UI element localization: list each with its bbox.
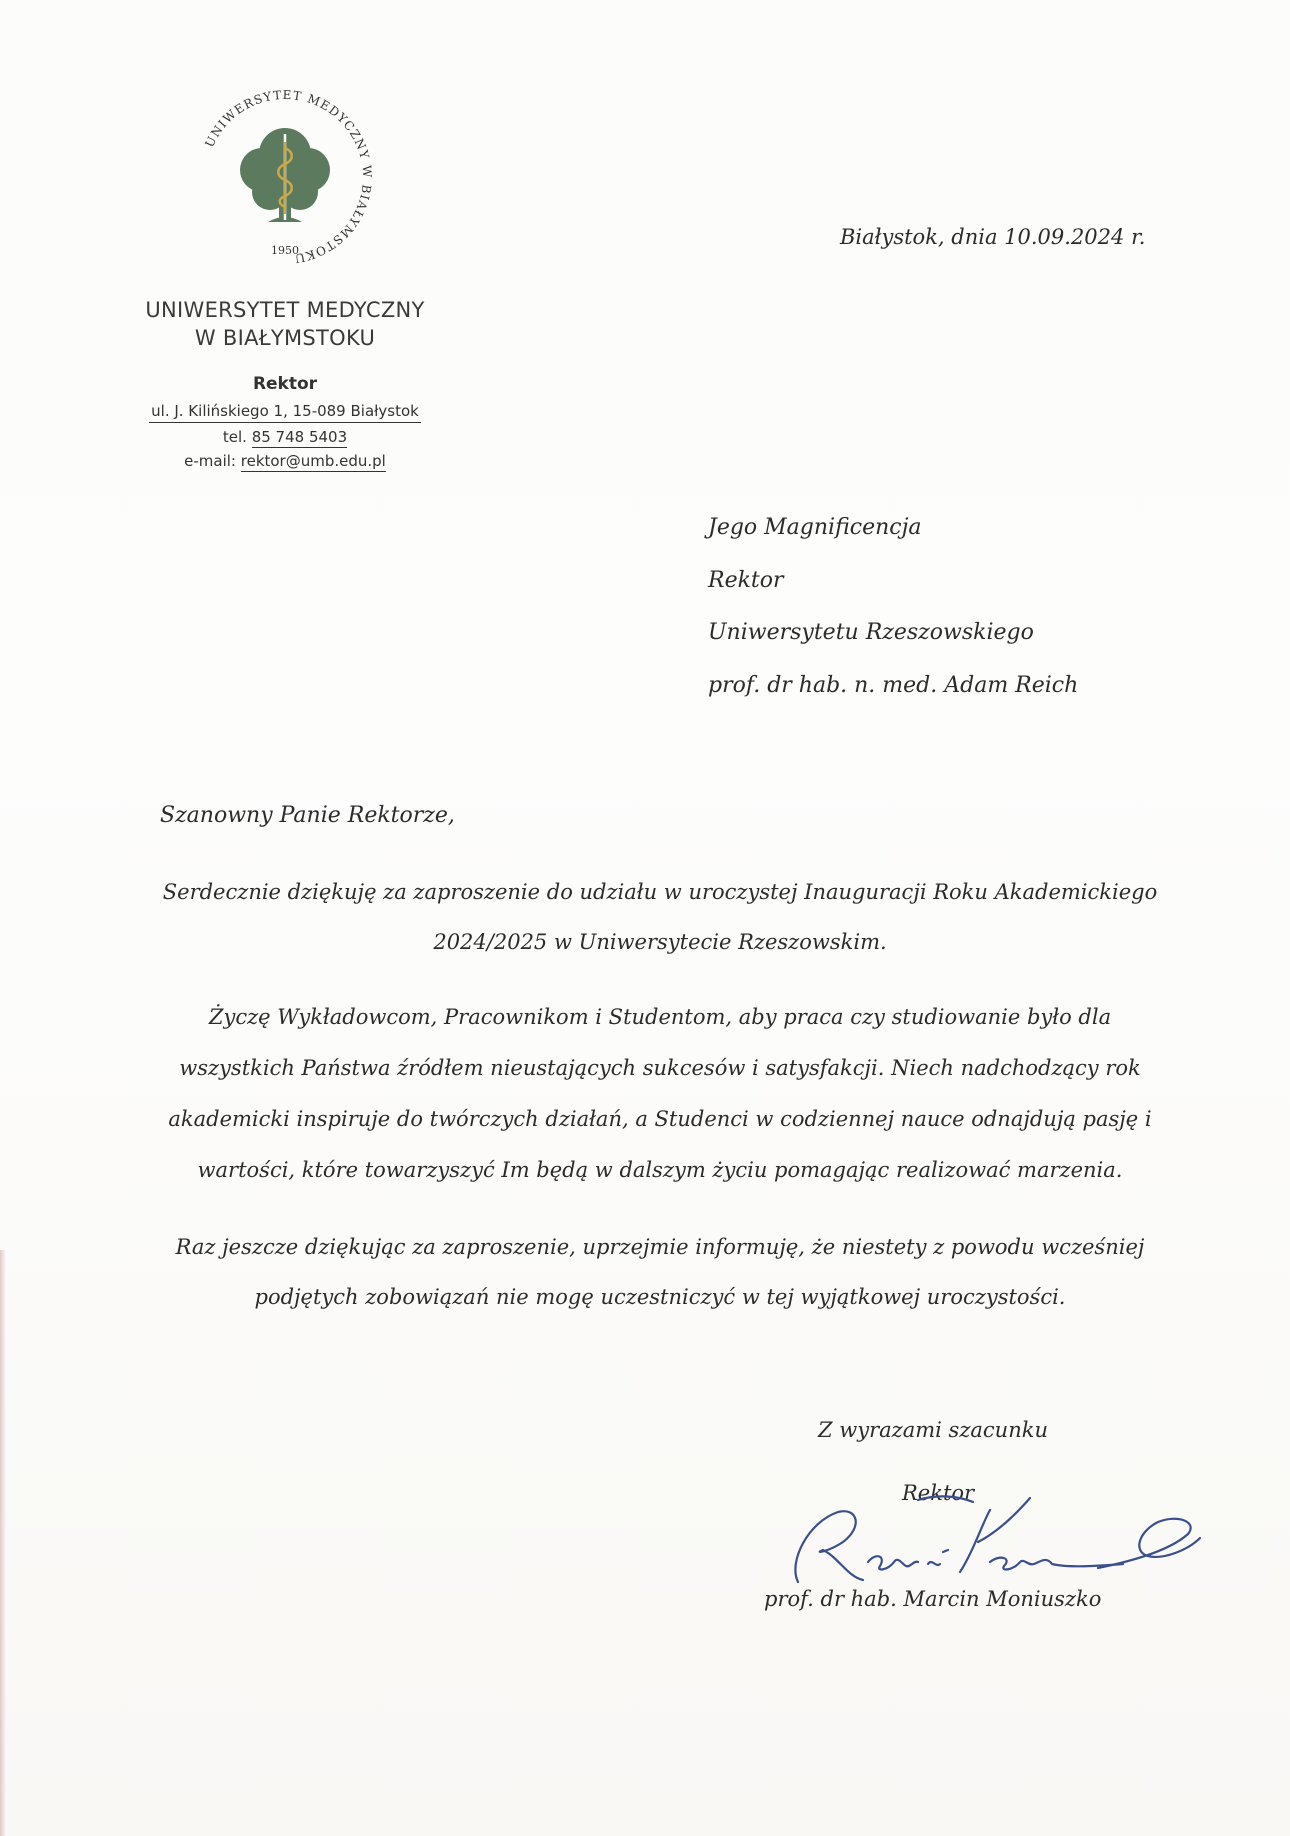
tel-label: tel. [222, 428, 247, 446]
seal-year: 1950 [271, 244, 299, 257]
addressee-line: prof. dr hab. n. med. Adam Reich [708, 673, 1079, 698]
office-email [110, 452, 460, 470]
office-address [110, 402, 460, 420]
page-edge-shadow [0, 1250, 6, 1836]
body-paragraph: Raz jeszcze dziękując za zaproszenie, uprzejmie informuję, że niestety z powodu wcześniej podjętych zobowiązań nie mogę uczestniczyć w tej wyjątkowej uroczystości. [175, 1235, 1145, 1309]
university-seal-logo [190, 82, 380, 272]
tel-number[interactable]: 85 748 5403 [251, 428, 348, 446]
signer-name: prof. dr hab. Marcin Moniuszko [764, 1587, 1102, 1611]
signature-title: Rektor [902, 1481, 975, 1505]
email-link[interactable]: rektor@umb.edu.pl [240, 452, 386, 470]
addressee-line: Uniwersytetu Rzeszowskiego [708, 620, 1034, 645]
handwritten-signature [768, 1482, 1208, 1592]
address-text: ul. J. Kilińskiego 1, 15-089 Białystok [149, 402, 421, 423]
body-paragraph: Serdecznie dziękuję za zaproszenie do udziału w uroczystej Inauguracji Roku Akademickiego 2024/2025 w Uniwersytecie Rzeszowskim. [162, 880, 1158, 954]
email-label: e-mail: [184, 452, 236, 470]
addressee-line: Rektor [708, 568, 784, 593]
office-phone [110, 428, 460, 446]
salutation: Szanowny Panie Rektorze, [160, 803, 455, 828]
addressee-line: Jego Magnificencja [708, 515, 922, 540]
closing-line: Z wyrazami szacunku [818, 1418, 1048, 1442]
body-paragraph: Życzę Wykładowcom, Pracownikom i Studentom, aby praca czy studiowanie było dla wszystkich Państwa źródłem nieustających sukcesów i satysfakcji. Niech nadchodzący rok akademicki inspiruje do twórczych działań, a Studenci w codziennej nauce odnajdują pasję i wartości, które towarzyszyć Im będą w dalszym życiu pomagając realizować marzenia. [168, 1005, 1152, 1182]
university-name-line1: UNIWERSYTET MEDYCZNY [145, 298, 425, 322]
university-name-line2: W BIAŁYMSTOKU [194, 326, 376, 350]
office-title: Rektor [252, 374, 318, 394]
date-line: Białystok, dnia 10.09.2024 r. [840, 225, 1146, 249]
university-name [110, 296, 460, 352]
seal-ring-text: UNIWERSYTET MEDYCZNY W BIAŁYMSTOKU [202, 87, 375, 266]
